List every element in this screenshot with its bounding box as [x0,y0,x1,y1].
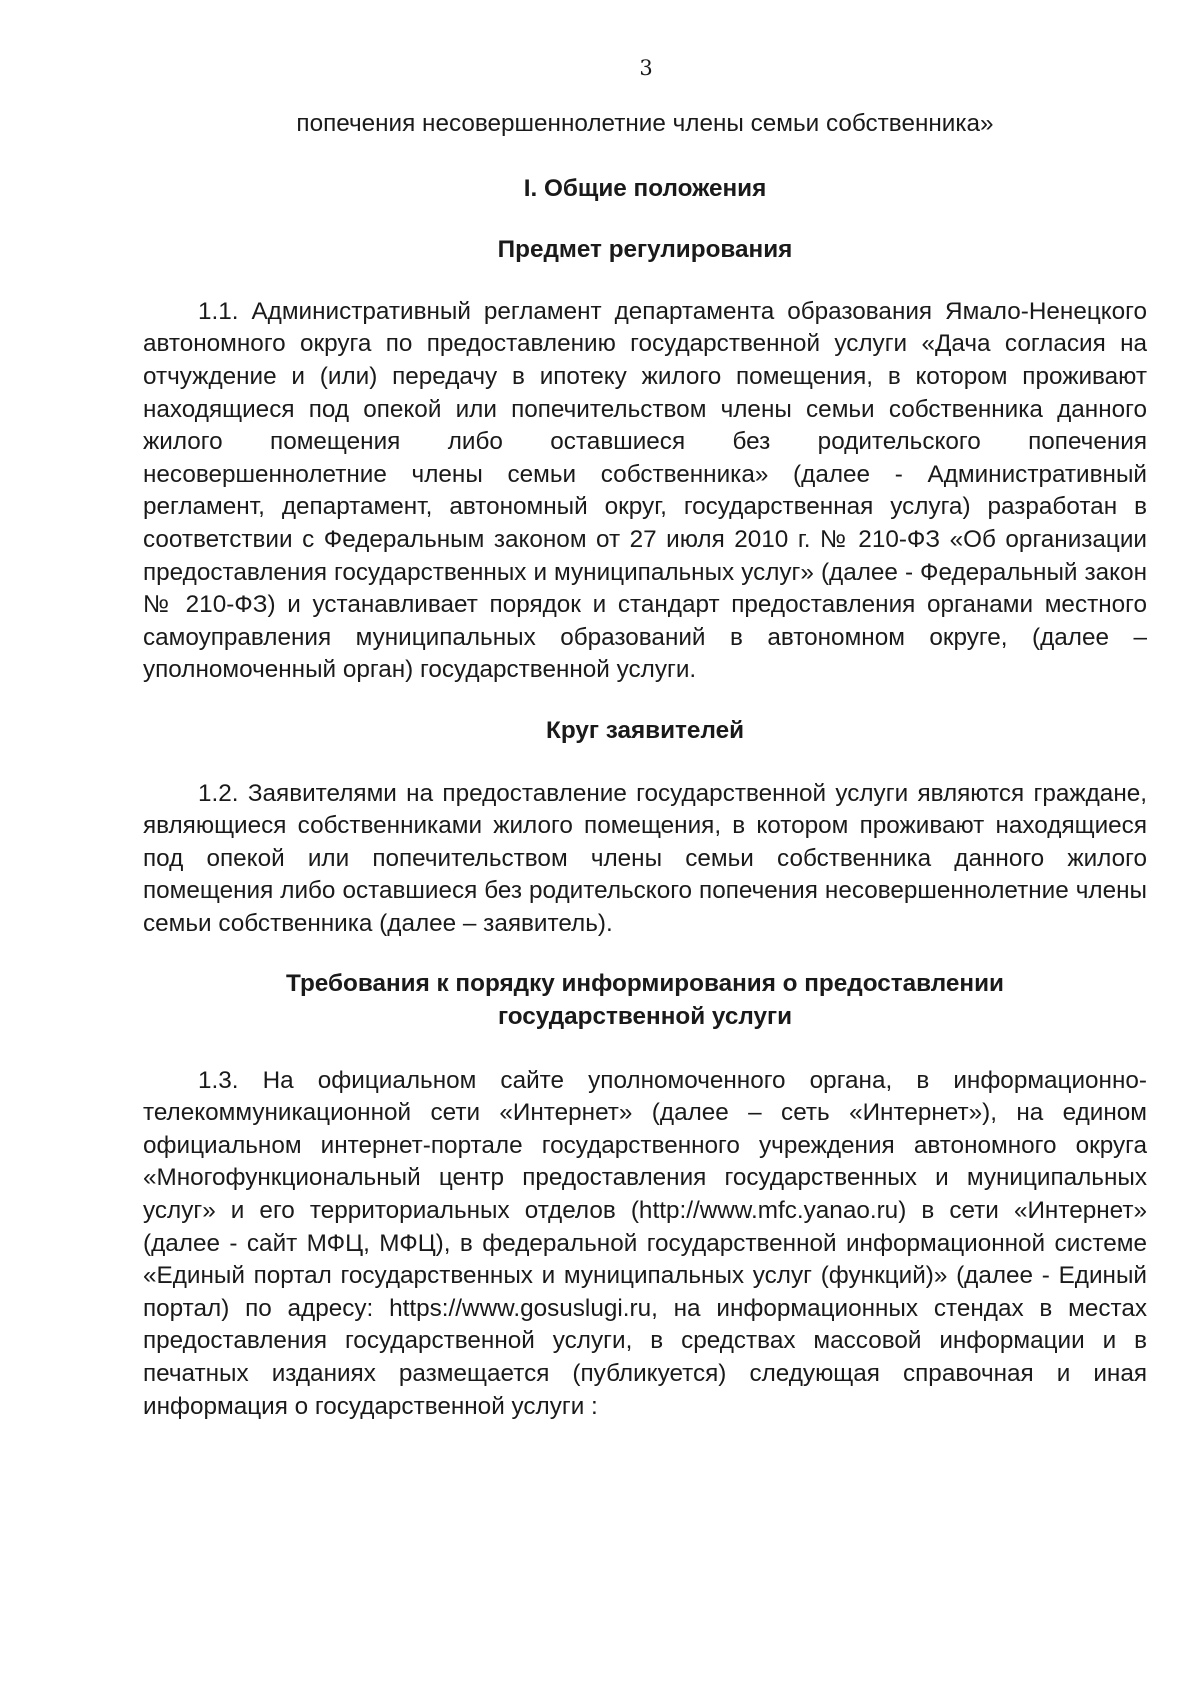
page-number: 3 [639,56,653,80]
paragraph-1-3: 1.3. На официальном сайте уполномоченного органа, в информационно-телекоммуникационной сети «Интернет» (далее – сеть «Интернет»), на едином официальном интернет-портале государственного учреждения автономного округа «Многофункциональный центр предоставления государственных и муниципальных услуг» и его территориальных отделов (http://www.mfc.yanao.ru) в сети «Интернет» (далее - сайт МФЦ, МФЦ), в федеральной государственной информационной системе «Единый портал государственных и муниципальных услуг (функций)» (далее - Единый портал) по адресу: https://www.gosuslugi.ru, на информационных стендах в местах предоставления государственной услуги, в средствах массовой информации и в печатных изданиях размещается (публикуется) следующая справочная и иная информация о государственной услуги : [143,1066,1147,1420]
section-heading-informing-line1: Требования к порядку информирования о предоставлении [286,970,1004,998]
section-heading-informing-line2: государственной услуги [497,1003,793,1031]
intro-line: попечения несовершеннолетние члены семьи собственника» [296,110,994,137]
paragraph-1-1: 1.1. Административный регламент департамента образования Ямало-Ненецкого автономного округа по предоставлению государственной услуги «Дача согласия на отчуждение и (или) передачу в ипотеку жилого помещения, в котором проживают находящиеся под опекой или попечительством члены семьи собственника данного жилого помещения либо оставшиеся без родительского попечения несовершеннолетние члены семьи собственника» (далее - Административный регламент, департамент, автономный округ, государственная услуга) разработан в соответствии с Федеральным законом от 27 июля 2010 г. № 210-ФЗ «Об организации предоставления государственных и муниципальных услуг» (далее - Федеральный закон № 210-ФЗ) и устанавливает порядок и стандарт предоставления органами местного самоуправления муниципальных образований в автономном округе, (далее – уполномоченный орган) государственной услуги. [143,297,1147,684]
section-heading-subject: Предмет регулирования [497,236,793,264]
paragraph-1-2: 1.2. Заявителями на предоставление государственной услуги являются граждане, являющиеся собственниками жилого помещения, в котором проживают находящиеся под опекой или попечительством члены семьи собственника данного жилого помещения либо оставшиеся без родительского попечения несовершеннолетние члены семьи собственника (далее – заявитель). [143,779,1147,937]
section-heading-applicants: Круг заявителей [545,716,745,744]
section-heading-general: I. Общие положения [523,174,767,202]
document-body [143,108,1147,1423]
